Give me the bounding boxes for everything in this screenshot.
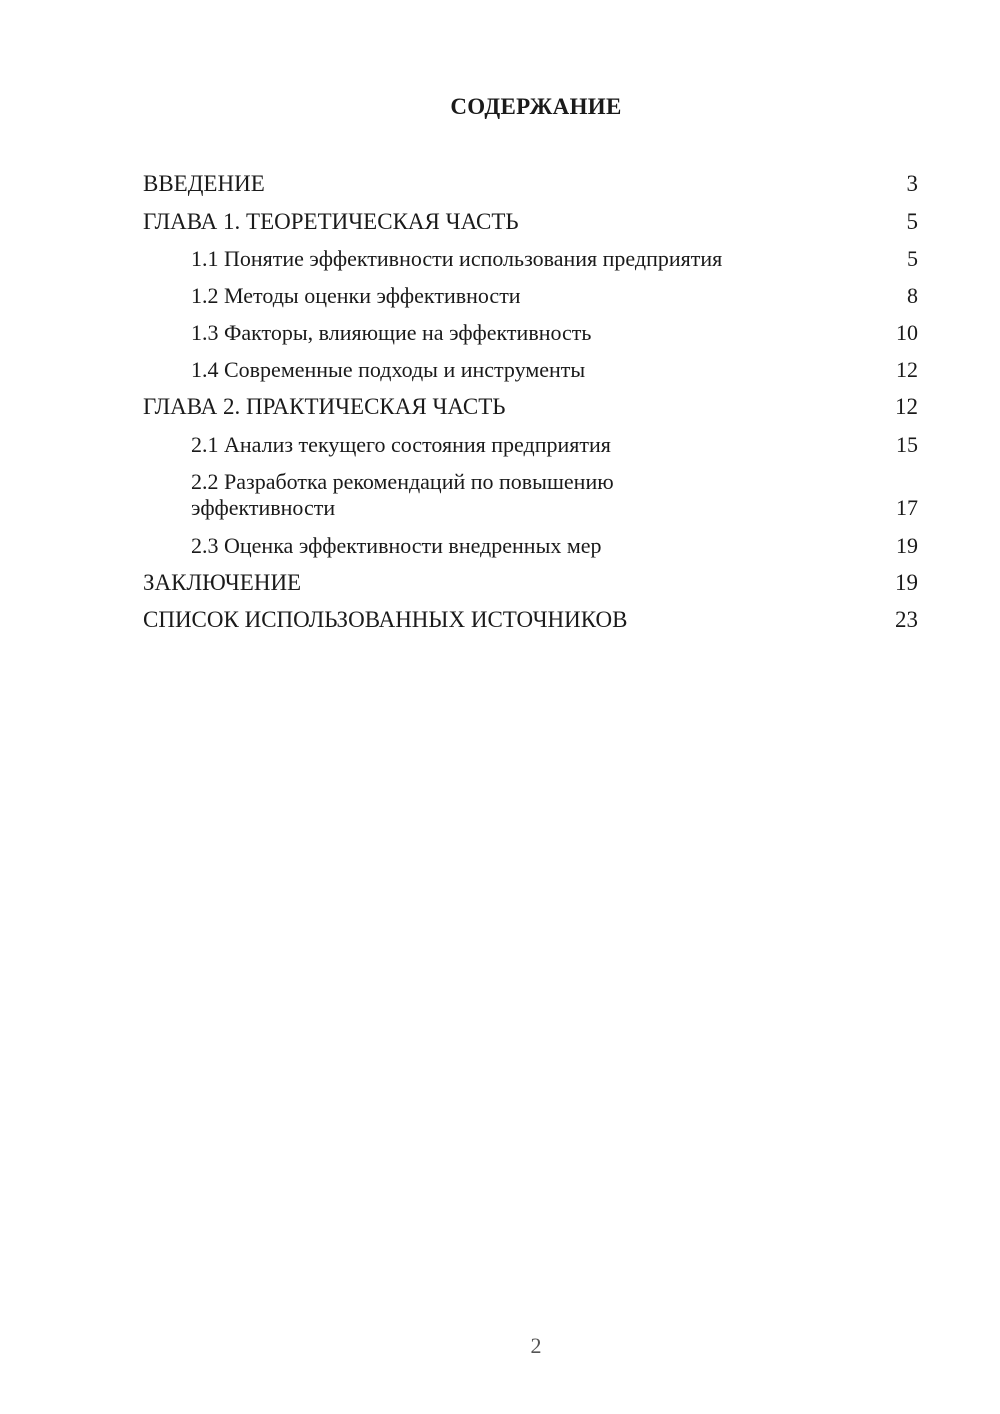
toc-entry-page: 3 xyxy=(906,171,918,196)
toc-entry-label: СПИСОК ИСПОЛЬЗОВАННЫХ ИСТОЧНИКОВ xyxy=(143,607,628,632)
toc-entry-page: 23 xyxy=(895,607,918,632)
toc-entry-section-1-3[interactable] xyxy=(191,320,918,346)
toc-entry-page: 5 xyxy=(906,209,918,234)
toc-entry-section-2-2[interactable] xyxy=(191,469,918,521)
toc-entry-section-2-3[interactable] xyxy=(191,533,918,559)
toc-entry-page: 17 xyxy=(896,495,918,520)
toc-entry-section-1-1[interactable] xyxy=(191,246,918,272)
toc-entry-page: 19 xyxy=(895,570,918,595)
toc-entry-label: 2.3 Оценка эффективности внедренных мер xyxy=(191,533,602,558)
toc-entry-page: 10 xyxy=(896,320,918,345)
toc-entry-label: 2.1 Анализ текущего состояния предприятия xyxy=(191,432,611,457)
toc-entry-page: 15 xyxy=(896,432,918,457)
page-number: 2 xyxy=(530,1333,542,1358)
toc-entry-label: ВВЕДЕНИЕ xyxy=(143,171,265,196)
toc-entry-section-1-4[interactable] xyxy=(191,357,918,383)
toc-entry-page: 5 xyxy=(907,246,918,271)
toc-entry-label: 1.1 Понятие эффективности использования предприятия xyxy=(191,246,723,271)
toc-entry-label: 2.2 Разработка рекомендаций по повышению эффективности xyxy=(191,469,614,520)
toc-entry-section-1-2[interactable] xyxy=(191,283,918,309)
toc-entry-section-2-1[interactable] xyxy=(191,432,918,458)
toc-entry-page: 19 xyxy=(896,533,918,558)
toc-entry-references[interactable] xyxy=(143,607,918,633)
toc-entry-chapter-1[interactable] xyxy=(143,209,918,235)
toc-entry-page: 12 xyxy=(896,357,918,382)
toc-entry-label: 1.2 Методы оценки эффективности xyxy=(191,283,521,308)
toc-entry-introduction[interactable] xyxy=(143,171,918,197)
toc-entry-label: 1.4 Современные подходы и инструменты xyxy=(191,357,586,382)
toc-entry-conclusion[interactable] xyxy=(143,570,918,596)
toc-entry-label: ГЛАВА 1. ТЕОРЕТИЧЕСКАЯ ЧАСТЬ xyxy=(143,209,519,234)
toc-entry-page: 12 xyxy=(895,394,918,419)
toc-entry-label: ЗАКЛЮЧЕНИЕ xyxy=(143,570,302,595)
toc-entry-chapter-2[interactable] xyxy=(143,394,918,420)
toc-title: СОДЕРЖАНИЕ xyxy=(450,94,622,119)
toc-entry-page: 8 xyxy=(907,283,918,308)
toc-entry-label: ГЛАВА 2. ПРАКТИЧЕСКАЯ ЧАСТЬ xyxy=(143,394,506,419)
toc-entry-label: 1.3 Факторы, влияющие на эффективность xyxy=(191,320,592,345)
